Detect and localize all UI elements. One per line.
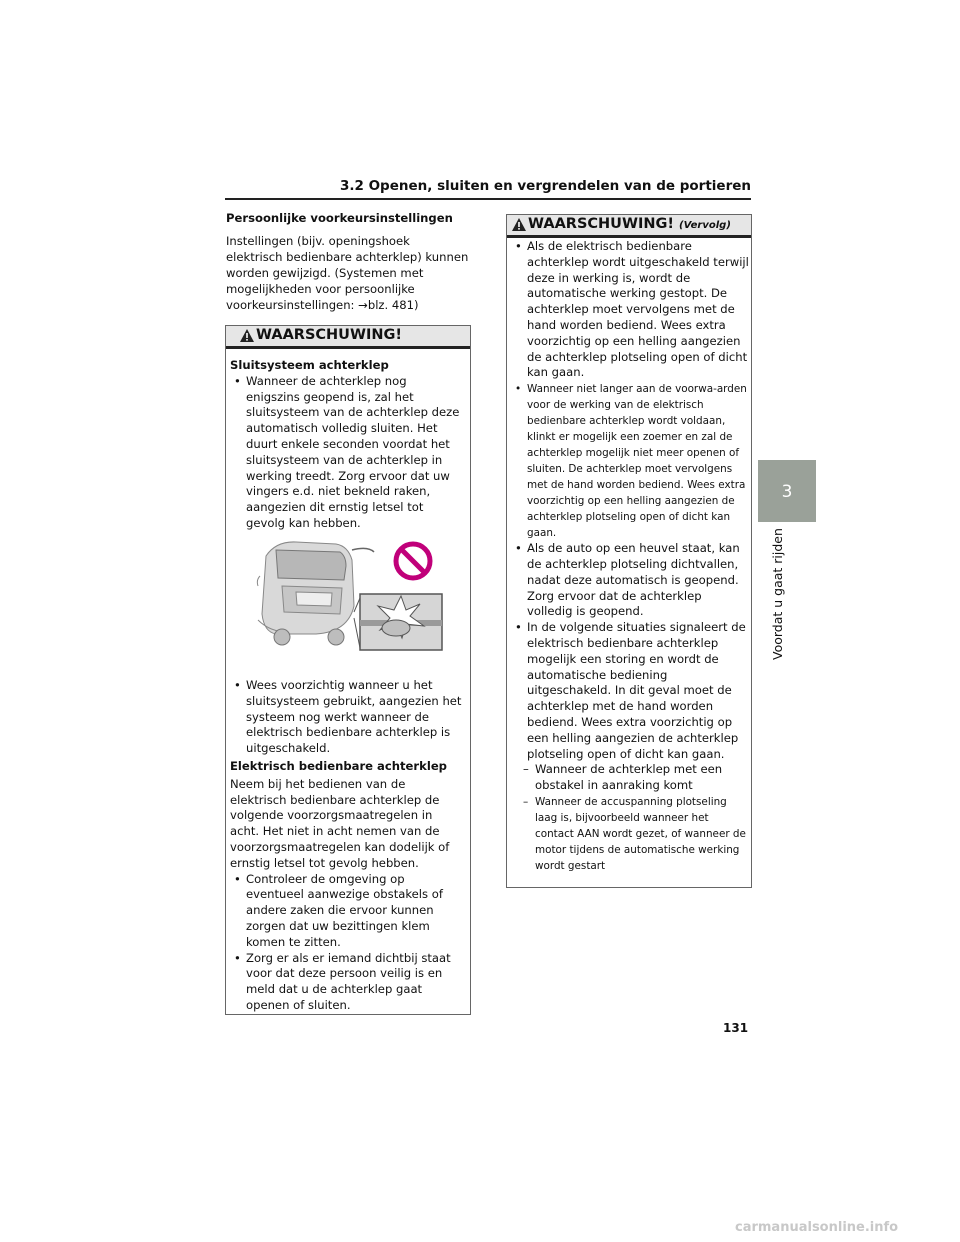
warning-header — [226, 326, 470, 349]
warning-title: WAARSCHUWING! — [256, 327, 402, 343]
warning-body — [511, 239, 749, 874]
warning-box-left — [225, 325, 471, 1015]
bullet-item: • Controleer de omgeving op eventueel aanwezige obstakels of andere zaken die ervoor kunnen zorgen dat uw bezittingen klem komen te zitten. — [230, 872, 464, 951]
section-title: 3.2 Openen, sluiten en vergrendelen van de portieren — [339, 178, 751, 194]
bullet-item: • Als de auto op een heuvel staat, kan de achterklep plotseling dichtvallen, nadat deze automatisch is geopend. Zorg ervoor dat de achterklep volledig is geopend. — [511, 541, 749, 620]
bullet-item: • Wanneer de achterklep nog enigszins geopend is, zal het sluitsysteem van de achterklep deze automatisch volledig sluiten. Het duurt enkele seconden voordat het sluitsysteem van de achterklep in werking treedt. Zorg ervoor dat uw vingers e.d. niet bekneld raken, aangezien dit ernstig letsel tot gevolg kan hebben. — [230, 374, 464, 532]
dash-item: – Wanneer de achterklep met een obstakel in aanraking komt — [511, 762, 749, 794]
watermark: carmanualsonline.info — [735, 1220, 899, 1235]
chapter-number: 3 — [781, 482, 793, 502]
bullet-item: • Wees voorzichtig wanneer u het sluitsysteem gebruikt, aangezien het systeem nog werkt wanneer de elektrisch bedienbare achterklep is uitgeschakeld. — [230, 678, 464, 757]
subheading-lock-system: Sluitsysteem achterklep — [230, 358, 389, 372]
warning-box-right — [506, 214, 752, 888]
warning-header — [507, 215, 751, 238]
warning-body-bottom — [230, 678, 464, 1014]
bullet-item: • In de volgende situaties signaleert de elektrisch bedienbare achterklep mogelijk een storing en wordt de automatische bediening uitgeschakeld. In dit geval moet de achterklep met de hand worden bediend. Wees extra voorzichtig op een helling aangezien de achterklep plotseling open of dicht kan gaan. — [511, 620, 749, 762]
page-header — [225, 176, 751, 200]
warning-title-text: WAARSCHUWING! — [528, 216, 674, 232]
warning-triangle-icon — [239, 328, 255, 347]
continued-label: (Vervolg) — [679, 220, 731, 231]
warning-title — [528, 216, 731, 232]
subheading-power-tailgate: Elektrisch bedienbare achterklep — [230, 758, 447, 773]
warning-triangle-icon — [511, 217, 527, 236]
dash-item: – Wanneer de accuspanning plotseling laag is, bijvoorbeeld wanneer het contact AAN wordt gezet, of wanneer de motor tijdens de automatische werking wordt gestart — [511, 794, 749, 874]
tailgate-illustration — [256, 536, 446, 654]
page-number: 131 — [723, 1021, 749, 1035]
intro-paragraph: Instellingen (bijv. openingshoek elektrisch bedienbare achterklep) kunnen worden gewijzigd. (Systemen met mogelijkheden voor persoonlijke voorkeursinstellingen: →blz. 481) — [226, 234, 469, 312]
warning-paragraph: Neem bij het bedienen van de elektrisch bedienbare achterklep de volgende voorzorgsmaatregelen in acht. Het niet in acht nemen van de voorzorgsmaatregelen kan dodelijk of ernstig letsel tot gevolg hebben. — [230, 776, 450, 870]
warning-body-top — [230, 358, 464, 532]
section-heading: Persoonlijke voorkeursinstellingen — [226, 211, 453, 225]
bullet-item: • Zorg er als er iemand dichtbij staat voor dat deze persoon veilig is en meld dat u de achterklep gaat openen of sluiten. — [230, 951, 464, 1014]
bullet-item: • Wanneer niet langer aan de voorwa-arden voor de werking van de elektrisch bedienbare achterklep wordt voldaan, klinkt er mogelijk een zoemer en zal de achterklep mogelijk niet meer openen of sluiten. De achterklep moet vervolgens met de hand worden bediend. Wees extra voorzichtig op een helling aangezien de achterklep plotseling open of dicht kan gaan. — [511, 381, 749, 541]
bullet-item: • Als de elektrisch bedienbare achterklep wordt uitgeschakeld terwijl deze in werking is, wordt de automatische werking gestopt. De achterklep moet vervolgens met de hand worden bediend. Wees extra voorzichtig op een helling aangezien de achterklep plotseling open of dicht kan gaan. — [511, 239, 749, 381]
chapter-label: Voordat u gaat rijden — [770, 528, 785, 660]
left-column — [226, 210, 470, 313]
chapter-tab — [758, 460, 816, 522]
